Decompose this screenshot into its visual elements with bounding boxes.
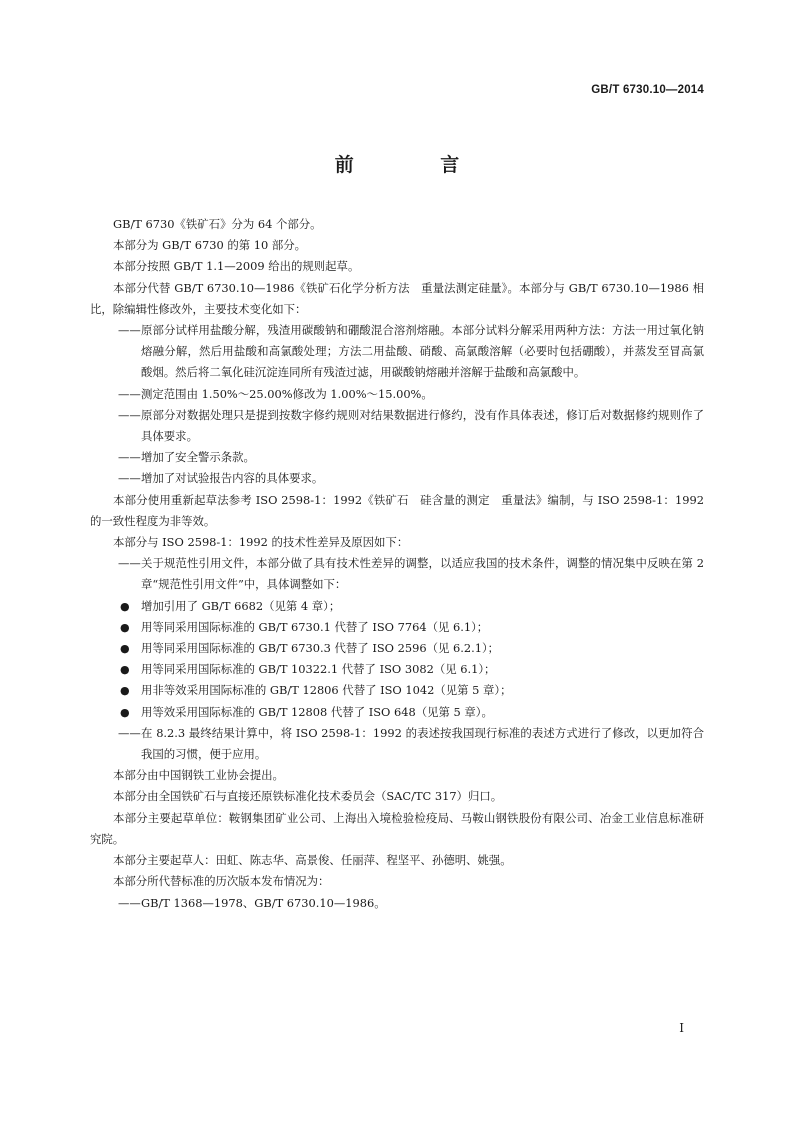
bullet-item: ● 用等同采用国际标准的 GB/T 6730.1 代替了 ISO 7764（见 6.1）； xyxy=(90,617,704,638)
paragraph: 本部分主要起草单位：鞍钢集团矿业公司、上海出入境检验检疫局、马鞍山钢铁股份有限公司、冶金工业信息标准研究院。 xyxy=(90,810,704,846)
bullet-item: ● 用等效采用国际标准的 GB/T 12808 代替了 ISO 648（见第 5 章）。 xyxy=(90,702,704,723)
dash-marker: —— xyxy=(118,323,141,338)
dash-item: —— 增加了对试验报告内容的具体要求。 xyxy=(90,468,704,489)
bullet-item: ● 用非等效采用国际标准的 GB/T 12806 代替了 ISO 1042（见第 5 章）； xyxy=(90,680,704,701)
dash-item: —— 原部分试样用盐酸分解，残渣用碳酸钠和硼酸混合溶剂熔融。本部分试料分解采用两种方法：方法一用过氧化钠熔融分解，然后用盐酸和高氯酸处理；方法二用盐酸、硝酸、高氯酸溶解（必要时包括硼酸），并蒸发至冒高氯酸烟。然后将二氧化硅沉淀连同所有残渣过滤，用碳酸钠熔融并溶解于盐酸和高氯酸中。 xyxy=(90,320,704,384)
dash-item: —— 关于规范性引用文件，本部分做了具有技术性差异的调整，以适应我国的技术条件，调整的情况集中反映在第 2 章“规范性引用文件”中，具体调整如下： xyxy=(90,553,704,595)
standard-code: GB/T 6730.10—2014 xyxy=(591,84,704,96)
dash-marker: —— xyxy=(118,386,141,401)
bullet-icon: ● xyxy=(120,599,130,613)
paragraph: 本部分主要起草人：田虹、陈志华、高景俊、任丽萍、程坚平、孙德明、姚强。 xyxy=(113,853,512,868)
page-title: 前 言 xyxy=(334,154,500,176)
paragraph: 本部分由全国铁矿石与直接还原铁标准化技术委员会（SAC/TC 317）归口。 xyxy=(113,789,503,804)
bullet-icon: ● xyxy=(120,620,130,634)
paragraph: 本部分为 GB/T 6730 的第 10 部分。 xyxy=(113,238,307,253)
bullet-item: ● 增加引用了 GB/T 6682（见第 4 章）； xyxy=(90,596,704,617)
paragraph: GB/T 6730《铁矿石》分为 64 个部分。 xyxy=(113,217,322,231)
dash-item: —— 在 8.2.3 最终结果计算中，将 ISO 2598-1：1992 的表述按我国现行标准的表述方式进行了修改，以更加符合我国的习惯，便于应用。 xyxy=(90,723,704,765)
bullet-icon: ● xyxy=(120,663,130,677)
bullet-item: ● 用等同采用国际标准的 GB/T 10322.1 代替了 ISO 3082（见 6.1）； xyxy=(90,659,704,680)
bullet-item: ● 用等同采用国际标准的 GB/T 6730.3 代替了 ISO 2596（见 6.2.1）； xyxy=(90,638,704,659)
paragraph: 本部分所代替标准的历次版本发布情况为： xyxy=(113,874,330,889)
paragraph: 本部分按照 GB/T 1.1—2009 给出的规则起草。 xyxy=(113,259,360,274)
bullet-icon: ● xyxy=(120,705,130,719)
dash-item: —— 增加了安全警示条款。 xyxy=(90,447,704,468)
paragraph: 本部分由中国钢铁工业协会提出。 xyxy=(113,768,284,783)
dash-marker: —— xyxy=(118,556,141,571)
dash-marker: —— xyxy=(118,725,141,740)
bullet-icon: ● xyxy=(120,642,130,656)
page-number: I xyxy=(679,1021,684,1035)
foreword-body xyxy=(90,214,704,914)
dash-marker: —— xyxy=(118,450,141,465)
dash-marker: —— xyxy=(118,471,141,486)
dash-item: —— GB/T 1368—1978、GB/T 6730.10—1986。 xyxy=(90,893,704,914)
bullet-icon: ● xyxy=(120,684,130,698)
paragraph: 本部分代替 GB/T 6730.10—1986《铁矿石化学分析方法 重量法测定硅量》。本部分与 GB/T 6730.10—1986 相比，除编辑性修改外，主要技术变化如下： xyxy=(90,280,704,316)
dash-item: —— 原部分对数据处理只是提到按数字修约规则对结果数据进行修约，没有作具体表述，修订后对数据修约规则作了具体要求。 xyxy=(90,405,704,447)
paragraph: 本部分使用重新起草法参考 ISO 2598-1：1992《铁矿石 硅含量的测定 重量法》编制，与 ISO 2598-1：1992 的一致性程度为非等效。 xyxy=(90,492,704,528)
dash-marker: —— xyxy=(118,407,141,422)
dash-marker: —— xyxy=(118,895,141,910)
paragraph: 本部分与 ISO 2598-1：1992 的技术性差异及原因如下： xyxy=(113,535,409,550)
dash-item: —— 测定范围由 1.50%～25.00%修改为 1.00%～15.00%。 xyxy=(90,384,704,405)
